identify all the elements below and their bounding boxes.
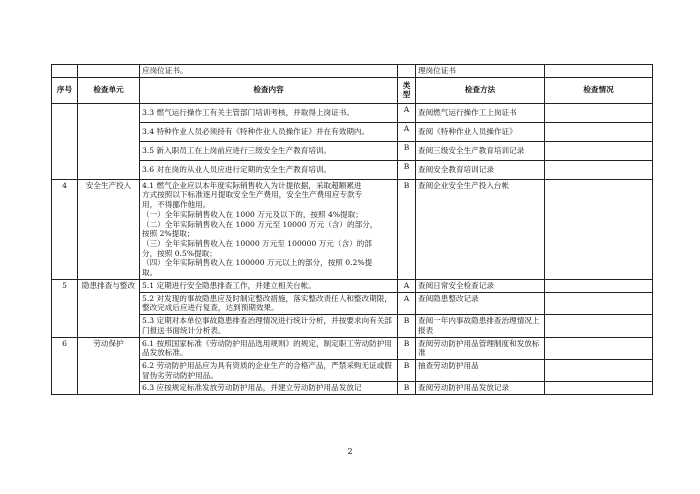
- table-row: [52, 359, 653, 381]
- type-cell: A: [398, 103, 416, 122]
- content-cell: 6.3 应按规定标准发放劳动防护用品，并建立劳动防护用品发放记: [140, 382, 398, 395]
- status-cell[interactable]: [545, 279, 653, 292]
- header-seq: 序号: [52, 77, 78, 103]
- content-line: （四）全年实际销售收入在 100000 万元以上的部分，按照 0.2%提: [142, 258, 373, 268]
- content-cell: 3.3 燃气运行操作工有关主管部门培训考核，并取得上岗证书。: [140, 103, 398, 122]
- status-cell[interactable]: [545, 337, 653, 359]
- unit-cell: 劳动保护: [78, 337, 140, 395]
- content-cell: 6.1 按照国家标准《劳动防护用品选用规则》的规定，制定职工劳动防护用品发放标准。: [140, 337, 398, 359]
- table-row: [52, 382, 653, 395]
- header-type: 类型: [398, 77, 416, 103]
- type-cell: B: [398, 179, 416, 279]
- status-cell[interactable]: [545, 141, 653, 160]
- status-cell[interactable]: [545, 315, 653, 337]
- content-line: （一）全年实际销售收入在 1000 万元及以下的，按照 4%提取；: [142, 209, 363, 219]
- header-unit: 检查单元: [78, 77, 140, 103]
- table-row: [52, 337, 653, 359]
- type-cell: B: [398, 141, 416, 160]
- table-row: [52, 122, 653, 141]
- type-cell: B: [398, 359, 416, 381]
- status-cell[interactable]: [545, 122, 653, 141]
- type-cell: B: [398, 337, 416, 359]
- table-row: [52, 141, 653, 160]
- method-cell: 理岗位证书: [416, 65, 545, 78]
- content-cell: [140, 179, 398, 279]
- content-line: 4.1 燃气企业应以本年度实际销售收入为计提依据，采取超额累进: [142, 180, 362, 190]
- seq-cell: 6: [52, 337, 78, 395]
- content-line: （二）全年实际销售收入在 1000 万元至 10000 万元（含）的部分，: [142, 219, 378, 229]
- method-cell: 查阅三级安全生产教育培训记录: [416, 141, 545, 160]
- unit-cell: 隐患排查与整改: [78, 279, 140, 337]
- seq-cell: 5: [52, 279, 78, 337]
- content-cell: 5.3 定期对本单位事故隐患排查治理情况进行统计分析，并按要求向有关部门报送书面统计分析表。: [140, 315, 398, 337]
- content-cell: 6.2 劳动防护用品应为具有资质的企业生产的合格产品，严禁采购无证或假冒伪劣劳动防护用品。: [140, 359, 398, 381]
- type-cell: A: [398, 122, 416, 141]
- type-cell: B: [398, 382, 416, 395]
- method-cell: 查阅一年内事故隐患排查治理情况上报表: [416, 315, 545, 337]
- content-line: 分，按照 0.5%提取；: [142, 248, 217, 258]
- seq-cell: 4: [52, 179, 78, 279]
- table-row: [52, 179, 653, 279]
- unit-cell: 安全生产投入: [78, 179, 140, 279]
- method-cell: 查阅燃气运行操作工上岗证书: [416, 103, 545, 122]
- status-cell[interactable]: [545, 160, 653, 179]
- status-cell[interactable]: [545, 292, 653, 314]
- type-cell: A: [398, 292, 416, 314]
- table-row: [52, 279, 653, 292]
- content-line: 用，不得挪作他用。: [142, 200, 211, 210]
- content-cell: 3.6 对在岗的从业人员应进行定期的安全生产教育培训。: [140, 160, 398, 179]
- table-header-row: [52, 77, 653, 103]
- table-row: [52, 315, 653, 337]
- method-cell: 查阅安全教育培训记录: [416, 160, 545, 179]
- table-row: [52, 160, 653, 179]
- content-cell: 5.1 定期进行安全隐患排查工作，并建立相关台帐。: [140, 279, 398, 292]
- content-cell: 3.5 新入职员工在上岗前应进行三级安全生产教育培训。: [140, 141, 398, 160]
- method-cell: 查阅劳动防护用品发放记录: [416, 382, 545, 395]
- method-cell: 查阅《特种作业人员操作证》: [416, 122, 545, 141]
- content-line: 按照 2%提取；: [142, 229, 195, 239]
- page-number: 2: [347, 447, 353, 456]
- content-line: （三）全年实际销售收入在 10000 万元至 100000 万元（含）的部: [142, 239, 372, 249]
- status-cell[interactable]: [545, 179, 653, 279]
- method-cell: 查阅劳动防护用品管理制度和发放标准: [416, 337, 545, 359]
- method-cell: 抽查劳动防护用品: [416, 359, 545, 381]
- content-cell: 5.2 对发现的事故隐患应及时制定整改措施，落实整改责任人和整改期限，整改完成后应进行复查，达到预期效果。: [140, 292, 398, 314]
- content-cell: 3.4 特种作业人员必须持有《特种作业人员操作证》并在有效期内。: [140, 122, 398, 141]
- type-cell: B: [398, 160, 416, 179]
- content-line: 方式按照以下标准逐月提取安全生产费用，安全生产费用应专款专: [142, 190, 363, 200]
- method-cell: 查阅日常安全检查记录: [416, 279, 545, 292]
- table-row: [52, 292, 653, 314]
- method-cell: 查阅企业安全生产投入台帐: [416, 179, 545, 279]
- header-content: 检查内容: [140, 77, 398, 103]
- table-row: [52, 103, 653, 122]
- type-cell: A: [398, 279, 416, 292]
- status-cell[interactable]: [545, 359, 653, 381]
- status-cell[interactable]: [545, 103, 653, 122]
- continuation-row: [52, 65, 653, 78]
- content-line: 取。: [142, 268, 158, 278]
- header-method: 检查方法: [416, 77, 545, 103]
- header-status: 检查情况: [545, 77, 653, 103]
- content-cell: 应岗位证书。: [140, 65, 398, 78]
- type-cell: B: [398, 315, 416, 337]
- method-cell: 查阅隐患整改记录: [416, 292, 545, 314]
- inspection-table: [51, 64, 653, 395]
- status-cell[interactable]: [545, 382, 653, 395]
